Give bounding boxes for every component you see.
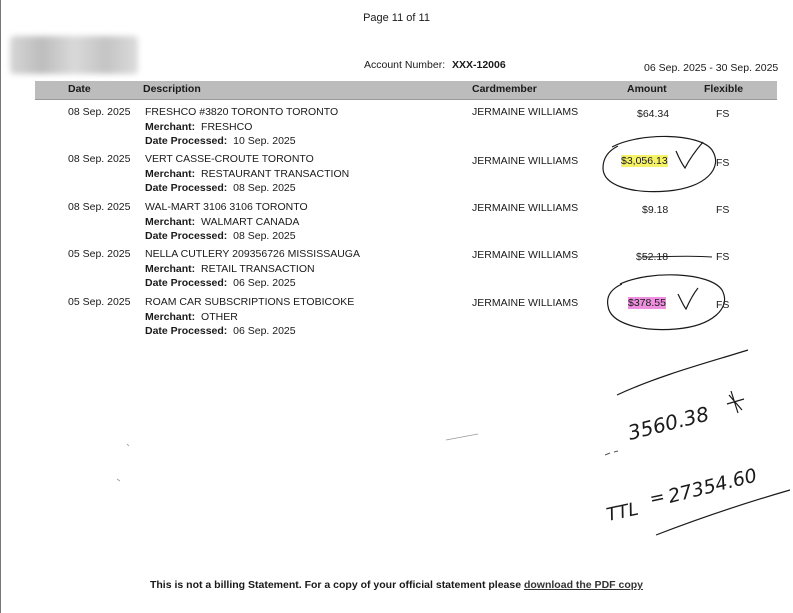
row-description: WAL-MART 3106 3106 TORONTO [145,201,308,213]
row-cardmember: JERMAINE WILLIAMS [472,249,579,261]
footer-note-text: This is not a billing Statement. For a copy of your official statement please [149,579,522,591]
redacted-name-block [10,36,138,74]
column-header-description: Description [143,83,201,95]
date-processed-label: Date Processed: [145,182,228,194]
column-header-flexible: Flexible [704,83,744,95]
row-date-processed [145,230,296,242]
row-flexible: FS [716,251,730,263]
row-description: FRESHCO #3820 TORONTO TORONTO [145,106,339,118]
column-header-amount: Amount [627,83,667,95]
row-flexible: FS [716,108,730,120]
merchant-value: RESTAURANT TRANSACTION [201,168,350,180]
handwritten-total-label: TTL [604,498,641,526]
hand-drawn-circle [608,275,725,330]
row-date-processed [145,277,296,289]
row-amount: $64.34 [637,108,670,120]
row-date-processed [145,325,296,337]
row-flexible: FS [716,157,730,169]
date-processed-value: 10 Sep. 2025 [233,135,296,147]
merchant-value: FRESHCO [201,121,253,133]
row-merchant [145,168,349,180]
row-merchant [145,216,299,228]
merchant-label: Merchant: [145,121,196,133]
merchant-label: Merchant: [145,311,196,323]
page-number: Page 11 of 11 [363,12,430,24]
row-cardmember: JERMAINE WILLIAMS [472,106,579,118]
account-number-label: Account Number: [364,59,446,71]
handwritten-equals: = [647,486,667,510]
check-mark-icon [676,142,703,168]
row-cardmember: JERMAINE WILLIAMS [472,202,579,214]
handwritten-total-value: 27354.60 [665,464,760,508]
merchant-value: RETAIL TRANSACTION [201,263,315,275]
page-edge [0,0,1,613]
stray-mark [127,444,129,446]
row-flexible: FS [716,299,730,311]
merchant-label: Merchant: [145,216,196,228]
column-header-cardmember: Cardmember [472,83,537,95]
merchant-label: Merchant: [145,263,196,275]
row-date: 05 Sep. 2025 [68,248,131,260]
dotted-trail [605,451,618,455]
row-merchant [145,263,315,275]
handwritten-underline [656,490,790,535]
row-amount-highlighted: $3,056.13 [621,155,668,167]
handwritten-sum: 3560.38 [625,401,712,445]
row-cardmember: JERMAINE WILLIAMS [472,155,579,167]
row-amount: $9.18 [642,204,669,216]
row-date: 08 Sep. 2025 [68,153,131,165]
merchant-label: Merchant: [145,168,196,180]
row-date-processed [145,182,296,194]
date-processed-value: 08 Sep. 2025 [233,182,296,194]
row-date: 08 Sep. 2025 [68,106,131,118]
asterisk-mark-icon [727,391,744,413]
stray-mark [446,434,478,440]
row-amount-highlighted: $378.55 [628,297,666,309]
row-date: 08 Sep. 2025 [68,201,131,213]
stray-mark [117,479,120,481]
row-description: ROAM CAR SUBSCRIPTIONS ETOBICOKE [145,296,355,308]
date-processed-label: Date Processed: [145,277,228,289]
row-amount: $52.18 [636,251,669,263]
row-date: 05 Sep. 2025 [68,296,131,308]
date-processed-label: Date Processed: [145,135,228,147]
handwritten-line [617,350,748,395]
row-date-processed [145,135,296,147]
date-processed-label: Date Processed: [145,325,228,337]
column-header-date: Date [68,83,91,95]
row-merchant [145,311,238,323]
date-processed-value: 08 Sep. 2025 [233,230,296,242]
row-cardmember: JERMAINE WILLIAMS [472,297,579,309]
row-description: NELLA CUTLERY 209356726 MISSISSAUGA [145,248,360,260]
check-mark-icon [678,288,698,309]
row-flexible: FS [716,204,730,216]
merchant-value: WALMART CANADA [201,216,300,228]
merchant-value: OTHER [201,311,238,323]
row-merchant [145,121,252,133]
footer-note [0,579,793,591]
account-number-value: XXX-12006 [452,59,506,71]
row-description: VERT CASSE-CROUTE TORONTO [145,153,314,165]
date-processed-value: 06 Sep. 2025 [233,325,296,337]
download-pdf-link[interactable]: download the PDF copy [523,579,643,591]
date-processed-label: Date Processed: [145,230,228,242]
statement-period: 06 Sep. 2025 - 30 Sep. 2025 [644,62,779,74]
date-processed-value: 06 Sep. 2025 [233,277,296,289]
